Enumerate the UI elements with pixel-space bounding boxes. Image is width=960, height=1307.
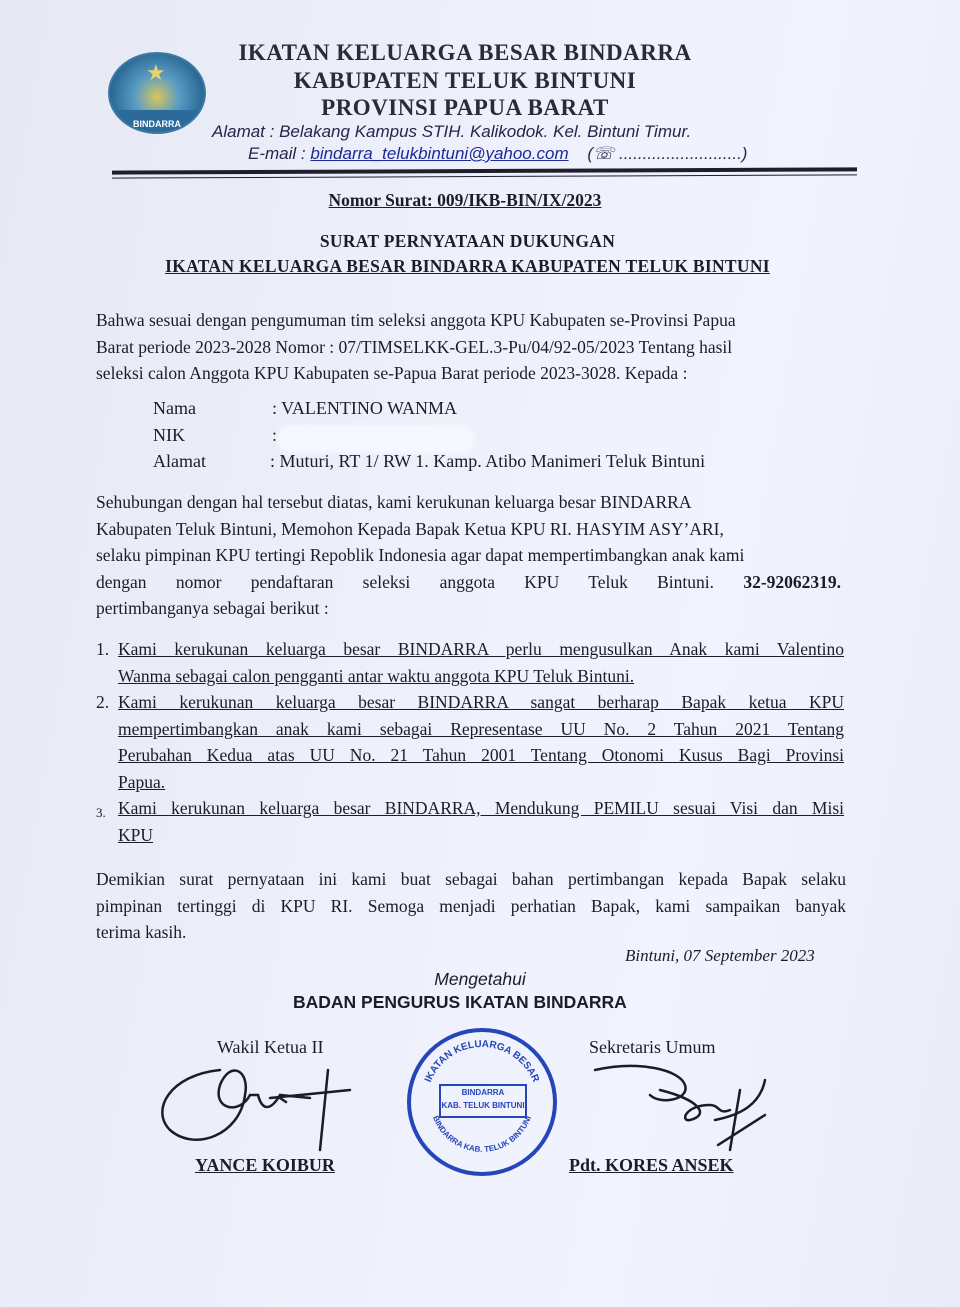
letter-subtitle: IKATAN KELUARGA BESAR BINDARRA KABUPATEN TELUK BINTUNI [165, 256, 770, 276]
signer-left-name: YANCE KOIBUR [195, 1155, 335, 1175]
signer-right-title: Sekretaris Umum [589, 1037, 716, 1057]
field-value-nik: : [272, 425, 278, 445]
body-line: selaku pimpinan KPU tertingi Repoblik Indonesia agar dapat mempertimbangkan anak kami [96, 545, 745, 565]
svg-text:IKATAN KELUARGA BESAR [423, 1039, 541, 1085]
closing-line: Demikian surat pernyataan ini kami buat sebagai bahan pertimbangan kepada Bapak selaku [96, 869, 846, 889]
star-icon: ★ [146, 60, 166, 85]
stamp-ring-text: IKATAN KELUARGA BESAR [423, 1038, 541, 1084]
acknowledged-label: Mengetahui [434, 969, 526, 989]
field-value-name: : VALENTINO WANMA [272, 398, 458, 418]
org-name-line1: IKATAN KELUARGA BESAR BINDARRA [238, 40, 692, 65]
list-line: mempertimbangkan anak kami sebagai Representase UU No. 2 Tahun 2021 Tentang [118, 718, 844, 739]
list-line: Perubahan Kedua atas UU No. 21 Tahun 2001 Tentang Otonomi Kusus Bagi Provinsi [118, 745, 844, 765]
body-line: Kabupaten Teluk Bintuni, Memohon Kepada Bapak Ketua KPU RI. HASYIM ASY’ARI, [96, 518, 724, 539]
letter-number: Nomor Surat: 009/IKB-BIN/IX/2023 [328, 190, 602, 210]
intro-line: seleksi calon Anggota KPU Kabupaten se-Papua Barat periode 2023-3028. Kepada : [96, 363, 688, 383]
list-line: Kami kerukunan keluarga besar BINDARRA sangat berharap Bapak ketua KPU [118, 692, 844, 712]
signer-right-name: Pdt. KORES ANSEK [569, 1155, 734, 1175]
email-link[interactable]: bindarra_telukbintuni@yahoo.com [310, 144, 569, 163]
stamp-ring-text-bottom: BINDARRA KAB. TELUK BINTUNI [431, 1114, 533, 1154]
intro-line: Barat periode 2023-2028 Nomor : 07/TIMSELKK-GEL.3-Pu/04/92-05/2023 Tentang hasil [96, 336, 733, 357]
body-line: dengan nomor pendaftaran seleksi anggota KPU Teluk Bintuni. [96, 571, 715, 592]
list-item [96, 636, 844, 690]
list-line: Papua. [118, 771, 166, 792]
list-number: 2. [96, 692, 110, 712]
signature-right [590, 1060, 780, 1170]
registration-number: 32-92062319. [743, 571, 842, 592]
logo-text: BINDARRA [133, 119, 181, 129]
letterhead-rule-thick [112, 167, 857, 174]
closing-paragraph [96, 866, 846, 946]
list-line: Kami kerukunan keluarga besar BINDARRA, Mendukung PEMILU sesuai Visi dan Misi [118, 798, 844, 818]
stamp-box-line: BINDARRA [461, 1088, 505, 1097]
list-line: Wanma sebagai calon pengganti antar waktu anggota KPU Teluk Bintuni. [118, 665, 635, 686]
letterhead-rule-thin [112, 174, 857, 178]
redacted-nik [280, 428, 472, 450]
phone-field: (☏ ..........................) [587, 144, 748, 163]
place-date: Bintuni, 07 September 2023 [625, 946, 815, 965]
list-item [96, 689, 844, 795]
closing-line: terima kasih. [96, 922, 187, 942]
stamp-box-line: KAB. TELUK BINTUNI [441, 1101, 525, 1110]
letter-title: SURAT PERNYATAAN DUKUNGAN [319, 231, 616, 251]
official-stamp [407, 1028, 557, 1176]
intro-paragraph [96, 307, 841, 387]
field-label-nik: NIK [153, 425, 185, 445]
field-label-name: Nama [153, 398, 196, 418]
field-label-address: Alamat [153, 451, 206, 471]
signer-left-title: Wakil Ketua II [217, 1037, 324, 1057]
list-number: 3. [96, 805, 106, 820]
list-line: Kami kerukunan keluarga besar BINDARRA perlu mengusulkan Anak kami Valentino [118, 639, 844, 659]
svg-text:BINDARRA KAB. TELUK BINTUNI [431, 1114, 533, 1153]
list-line: KPU [118, 824, 154, 845]
list-number: 1. [96, 639, 110, 659]
field-value-address: : Muturi, RT 1/ RW 1. Kamp. Atibo Manimeri Teluk Bintuni [270, 451, 706, 471]
org-name-line3: PROVINSI PAPUA BARAT [321, 95, 609, 120]
closing-line: pimpinan tertinggi di KPU RI. Semoga menjadi perhatian Bapak, kami sampaikan banyak [96, 895, 846, 916]
intro-line: Bahwa sesuai dengan pengumuman tim seleksi anggota KPU Kabupaten se-Provinsi Papua [96, 310, 736, 330]
body-line: Sehubungan dengan hal tersebut diatas, kami kerukunan keluarga besar BINDARRA [96, 492, 692, 512]
signature-left [150, 1040, 370, 1160]
org-email-line [248, 144, 747, 164]
body-line-with-number [96, 569, 841, 596]
org-address: Alamat : Belakang Kampus STIH. Kalikodok. Kel. Bintuni Timur. [212, 122, 692, 141]
email-label: E-mail : [248, 144, 306, 163]
body-tail: pertimbanganya sebagai berikut : [96, 598, 329, 618]
list-item [96, 795, 844, 849]
body-paragraph [96, 489, 841, 622]
board-name: BADAN PENGURUS IKATAN BINDARRA [293, 992, 627, 1012]
stamp-box [439, 1084, 527, 1118]
org-name-line2: KABUPATEN TELUK BINTUNI [293, 68, 637, 93]
